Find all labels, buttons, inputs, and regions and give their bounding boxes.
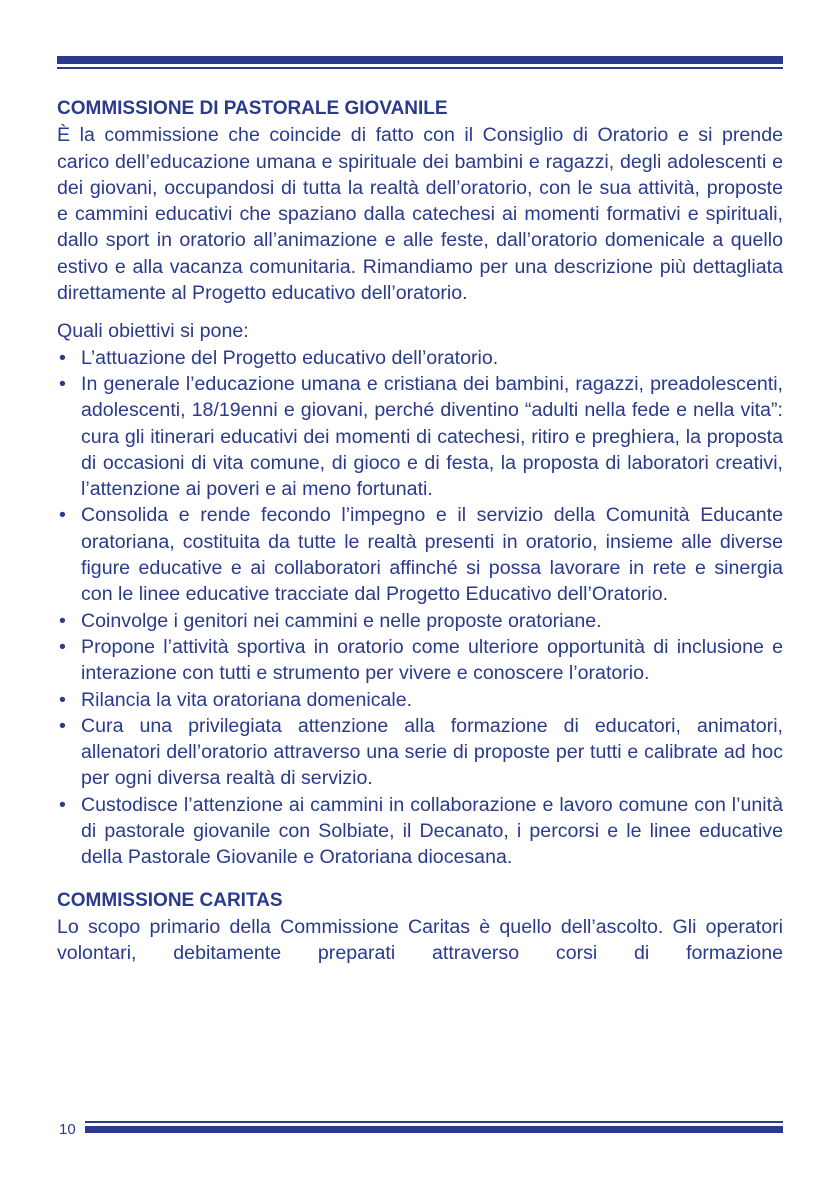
list-item <box>57 687 783 713</box>
section-title-caritas: COMMISSIONE CARITAS <box>57 889 283 911</box>
list-item <box>57 634 783 687</box>
footer-rule <box>85 1121 783 1133</box>
list-item-text: Coinvolge i genitori nei cammini e nelle proposte oratoriane. <box>81 609 602 632</box>
list-item-text: Rilancia la vita oratoriana domenicale. <box>81 688 413 711</box>
page-footer <box>57 1119 783 1139</box>
bullet-icon: • <box>59 372 66 395</box>
header-rule-thin <box>57 67 783 69</box>
list-item-text: In generale l’educazione umana e cristiana dei bambini, ragazzi, preadolescenti, adolescenti, 18/19enni e giovani, perché diventino “adulti nella fede e nella vita”: cura gli itinerari educativi dei momenti di catechesi, ritiro e preghiera, la proposta di occasioni di vita comune, di gioco e di festa, la proposta di laboratori creativi, l’attenzione ai poveri e ai meno fortunati. <box>81 372 783 501</box>
bullet-icon: • <box>59 635 66 658</box>
objectives-list <box>57 345 783 871</box>
header-rule-thick <box>57 56 783 64</box>
list-item <box>57 713 783 792</box>
header-rule <box>57 56 783 69</box>
bullet-icon: • <box>59 346 66 369</box>
section-title-pastorale: COMMISSIONE DI PASTORALE GIOVANILE <box>57 98 448 119</box>
list-item-text: Custodisce l’attenzione ai cammini in collaborazione e lavoro comune con l’unità di pastorale giovanile con Solbiate, il Decanato, i percorsi e le linee educative della Pastorale Giovanile e Oratoriana diocesana. <box>81 793 783 869</box>
objectives-lead: Quali obiettivi si pone: <box>57 320 249 343</box>
list-item-text: Consolida e rende fecondo l’impegno e il servizio della Comunità Educante oratoriana, costituita da tutte le realtà presenti in oratorio, insieme alle diverse figure educative e ai collaboratori affinché si possa lavorare in rete e sinergia con le linee educative tracciate dal Progetto Educativo dell’Oratorio. <box>81 504 783 606</box>
list-item <box>57 608 783 634</box>
list-item-text: Propone l’attività sportiva in oratorio come ulteriore opportunità di inclusione e interazione con tutti e strumento per vivere e conoscere l’oratorio. <box>81 635 783 685</box>
list-item-text: Cura una privilegiata attenzione alla formazione di educatori, animatori, allenatori dell’oratorio attraverso una serie di proposte per tutti e calibrate ad hoc per ogni diversa realtà di servizio. <box>81 714 783 790</box>
section-intro-caritas: Lo scopo primario della Commissione Caritas è quello dell’ascolto. Gli operatori volontari, debitamente preparati attraverso corsi di formazione <box>57 915 783 965</box>
list-item <box>57 371 783 502</box>
footer-rule-thick <box>85 1126 783 1133</box>
footer-rule-thin <box>85 1121 783 1123</box>
bullet-icon: • <box>59 714 66 737</box>
list-item-text: L’attuazione del Progetto educativo dell’oratorio. <box>81 346 499 369</box>
bullet-icon: • <box>59 504 66 527</box>
bullet-icon: • <box>59 609 66 632</box>
bullet-icon: • <box>59 793 66 816</box>
list-item <box>57 345 783 371</box>
page-number: 10 <box>59 1121 76 1138</box>
page-content <box>57 96 783 967</box>
bullet-icon: • <box>59 688 66 711</box>
section-caritas <box>57 888 783 967</box>
list-item <box>57 792 783 871</box>
section-intro-pastorale: È la commissione che coincide di fatto con il Consiglio di Oratorio e si prende carico dell’educazione umana e spirituale dei bambini e ragazzi, degli adolescenti e dei giovani, occupandosi di tutta la realtà dell’oratorio, con le sua attività, proposte e cammini educativi che spaziano dalla catechesi ai momenti formativi e spirituali, dallo sport in oratorio all’animazione e alle feste, dall’oratorio domenicale a quello estivo e alla vacanza comunitaria. Rimandiamo per una descrizione più dettagliata direttamente al Progetto educativo dell’oratorio. <box>57 124 783 305</box>
list-item <box>57 502 783 607</box>
